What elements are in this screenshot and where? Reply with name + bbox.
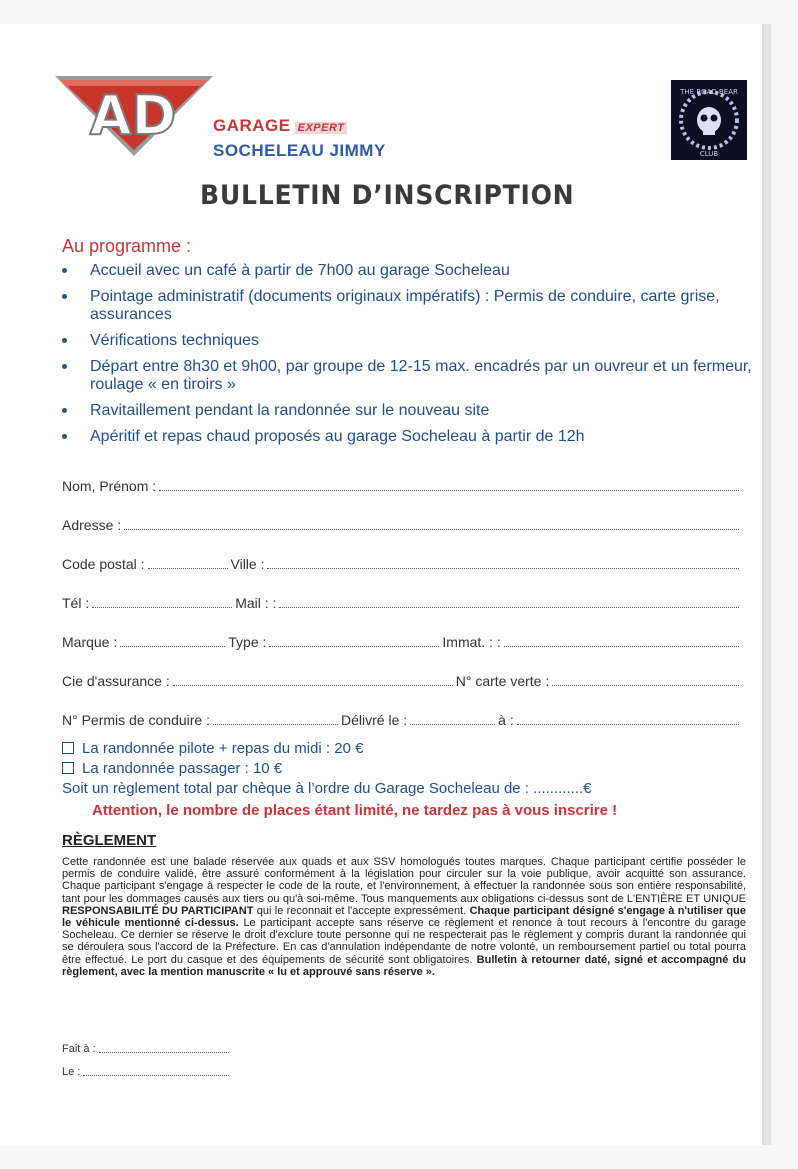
le-row: [62, 1066, 232, 1078]
programme-item: Ravitaillement pendant la randonnée sur le nouveau site: [62, 402, 752, 420]
programme-item: Apéritif et repas chaud proposés au garage Socheleau à partir de 12h: [62, 428, 752, 446]
bullet-icon: [62, 434, 67, 439]
reglement-heading: RÈGLEMENT: [62, 832, 157, 849]
assurance-label: Cie d'assurance :: [62, 673, 170, 689]
mail-label: Mail : :: [235, 595, 277, 611]
ville-label: Ville :: [230, 556, 265, 572]
delivre-label: Délivré le :: [341, 712, 408, 728]
bullet-icon: [62, 364, 67, 369]
programme-item: Accueil avec un café à partir de 7h00 au garage Socheleau: [62, 262, 752, 280]
field-row-vehicule: [62, 632, 742, 650]
bullet-icon: [62, 338, 67, 343]
garage-name: SOCHELEAU JIMMY: [213, 141, 386, 160]
garage-text: GARAGE: [213, 116, 291, 135]
field-row-nom: [62, 476, 742, 494]
nom-field[interactable]: [159, 478, 739, 491]
svg-text:CLUB: CLUB: [699, 150, 719, 158]
option-passager[interactable]: La randonnée passager : 10 €: [62, 760, 282, 777]
attention-notice: Attention, le nombre de places étant limité, ne tardez pas à vous inscrire !: [92, 802, 618, 819]
field-row-adresse: [62, 515, 742, 533]
carte-verte-field[interactable]: [552, 673, 739, 686]
adresse-field[interactable]: [124, 517, 739, 530]
page-edge: [762, 24, 771, 1145]
le-field[interactable]: [83, 1067, 229, 1076]
garage-label: [213, 116, 347, 136]
expert-badge: EXPERT: [295, 122, 348, 134]
programme-item: Vérifications techniques: [62, 332, 752, 350]
delivre-field[interactable]: [410, 712, 495, 725]
page-title: BULLETIN D’INSCRIPTION: [200, 180, 575, 211]
ad-logo: [53, 74, 215, 158]
programme-list: [62, 262, 752, 454]
type-field[interactable]: [269, 634, 439, 647]
svg-text:AD: AD: [89, 84, 177, 147]
field-row-ville: [62, 554, 742, 572]
tel-field[interactable]: [92, 595, 232, 608]
marque-label: Marque :: [62, 634, 118, 650]
field-row-contact: [62, 593, 742, 611]
skull-icon: [671, 80, 747, 160]
total-line: Soit un règlement total par chèque à l’ordre du Garage Socheleau de : ............€: [62, 780, 592, 797]
adresse-label: Adresse :: [62, 517, 122, 533]
programme-item: Départ entre 8h30 et 9h00, par groupe de 12-15 max. encadrés par un ouvreur et un fermeur, roulage « en tiroirs »: [62, 358, 752, 394]
bullet-icon: [62, 408, 67, 413]
a-field[interactable]: [517, 712, 739, 725]
carte-verte-label: N° carte verte :: [455, 673, 550, 689]
immat-field[interactable]: [504, 634, 739, 647]
tel-label: Tél :: [62, 595, 90, 611]
mail-field[interactable]: [279, 595, 739, 608]
bullet-icon: [62, 268, 67, 273]
ad-logo-icon: [53, 74, 215, 158]
fait-a-label: Fait à :: [62, 1043, 96, 1055]
svg-text:THE ROAD BEAR: THE ROAD BEAR: [680, 88, 738, 96]
ville-field[interactable]: [267, 556, 739, 569]
option-pilote[interactable]: La randonnée pilote + repas du midi : 20 €: [62, 740, 363, 757]
nom-label: Nom, Prénom :: [62, 478, 157, 494]
checkbox-icon[interactable]: [62, 762, 74, 774]
permis-label: N° Permis de conduire :: [62, 712, 210, 728]
type-label: Type :: [228, 634, 267, 650]
assurance-field[interactable]: [173, 673, 453, 686]
field-row-permis: [62, 710, 742, 728]
immat-label: Immat. : :: [442, 634, 501, 650]
a-label: à :: [498, 712, 514, 728]
code-postal-label: Code postal :: [62, 556, 145, 572]
le-label: Le :: [62, 1066, 81, 1078]
checkbox-icon[interactable]: [62, 742, 74, 754]
programme-item: Pointage administratif (documents originaux impératifs) : Permis de conduire, carte grise, assurances: [62, 288, 752, 324]
bullet-icon: [62, 294, 67, 299]
programme-heading: Au programme :: [62, 236, 192, 256]
marque-field[interactable]: [120, 634, 225, 647]
field-row-assurance: [62, 671, 742, 689]
fait-a-row: [62, 1043, 232, 1055]
club-logo: [671, 80, 747, 160]
permis-field[interactable]: [213, 712, 338, 725]
code-postal-field[interactable]: [148, 556, 228, 569]
reglement-text: Cette randonnée est une balade réservée aux quads et aux SSV homologués toutes marques. Chaque participant certifie posséder le permis de conduire validé, être assuré conformément à la législation pour circuler sur la voie publique, avoir acquitté son assurance. Chaque participant s'engage à respecter le code de la route, et l'environnement, à effectuer la randonnée sous son entière responsabilité, tant pour les dommages causés aux tiers ou qu'à soi-même. Tous manquements aux obligations ci-dessus sont de L'ENTIÈRE ET UNIQUE RESPONSABILITÉ DU PARTICIPANT qui le reconnait et l'accepte expressément. Chaque participant désigné s'engage à n'utiliser que le véhicule mentionné ci-dessus. Le participant accepte sans réserve ce règlement et renonce à tout recours à l'encontre du garage Socheleau. Ce dernier se réserve le droit d'exclure toute personne qui ne respecterait pas le règlement y compris durant la randonnée qui se déroulera sous l'accord de la Préfecture. En cas d'annulation indépendante de notre volonté, un remboursement partiel ou total pourra être effectué. Le port du casque et des équipements de sécurité sont obligatoires. Bulletin à retourner daté, signé et accompagné du règlement, avec la mention manuscrite « lu et approuvé sans réserve ».: [62, 856, 747, 978]
fait-a-field[interactable]: [99, 1044, 229, 1053]
